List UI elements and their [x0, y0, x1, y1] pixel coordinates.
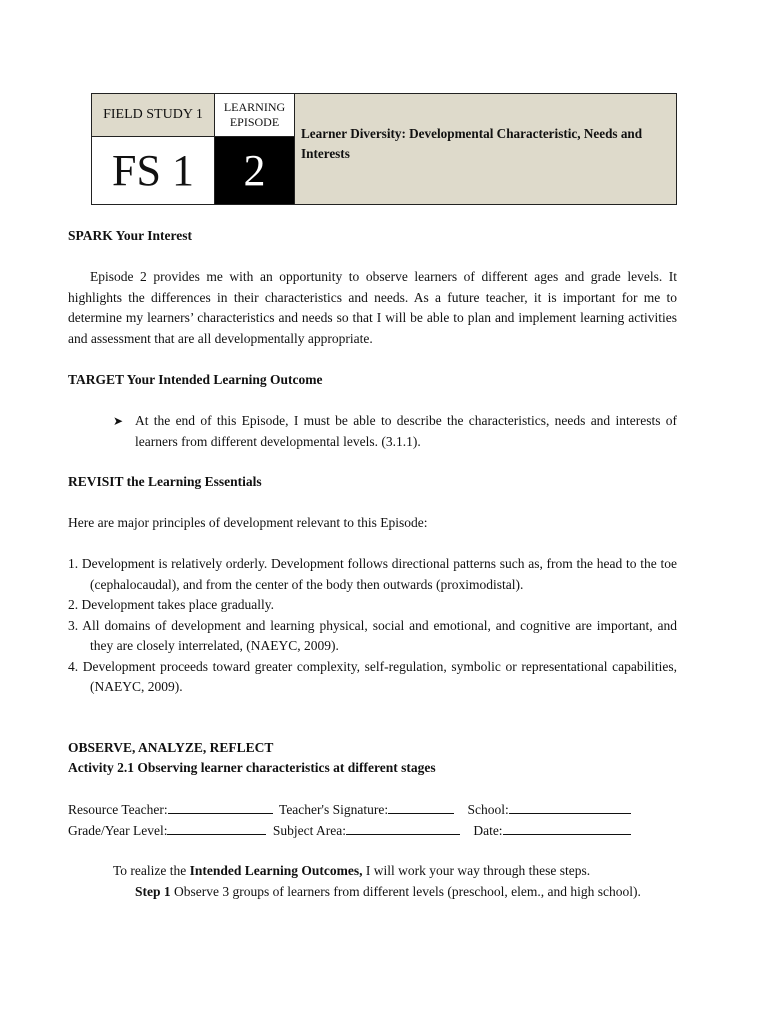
- list-item: 1. Development is relatively orderly. Development follows directional patterns such as, from the head to the toe (cephalocaudal), and from the center of the body then outwards (proximodistal).: [68, 556, 677, 592]
- field-study-label: FIELD STUDY 1: [92, 94, 215, 137]
- list-item: 3. All domains of development and learning physical, social and emotional, and cognitive are important, and they are closely interrelated, (NAEYC, 2009).: [68, 617, 677, 653]
- episode-header-table: [91, 93, 677, 205]
- steps-intro: [113, 861, 677, 882]
- revisit-heading: REVISIT the Learning Essentials: [68, 474, 262, 489]
- step-1: [113, 882, 677, 903]
- target-bullet-text: At the end of this Episode, I must be able to describe the characteristics, needs and interests of learners from different developmental levels. (3.1.1).: [135, 413, 677, 449]
- form-row-2: [68, 821, 631, 841]
- learning-episode-label: LEARNING EPISODE: [215, 94, 295, 137]
- steps-intro-prefix: To realize the: [113, 863, 187, 878]
- grade-level-label: Grade/Year Level:: [68, 823, 168, 838]
- activity-title: Activity 2.1 Observing learner characteristics at different stages: [68, 760, 436, 775]
- spark-heading: SPARK Your Interest: [68, 228, 192, 243]
- steps-intro-suffix: I will work your way through these steps.: [365, 863, 591, 878]
- form-row-1: [68, 800, 631, 820]
- subject-area-label: Subject Area:: [272, 823, 346, 838]
- spark-paragraph: Episode 2 provides me with an opportunity to observe learners of different ages and grade levels. It highlights the differences in their characteristics and needs. As a future teacher, it is important for me to determine my learners’ characteristics and needs so that I will be able to plan and implement learning activities and assessment that are all developmentally appropriate.: [68, 269, 677, 346]
- school-label: School:: [467, 802, 509, 817]
- revisit-intro: Here are major principles of development relevant to this Episode:: [68, 515, 428, 530]
- grade-level-field[interactable]: [167, 821, 266, 835]
- resource-teacher-label: Resource Teacher:: [68, 802, 168, 817]
- teacher-signature-label: Teacher's Signature:: [279, 802, 389, 817]
- list-item: 4. Development proceeds toward greater complexity, self-regulation, symbolic or representational capabilities, (NAEYC, 2009).: [68, 658, 677, 694]
- fs-code: FS 1: [92, 137, 215, 204]
- step-1-label: Step 1: [135, 883, 171, 899]
- arrow-bullet-icon: ➤: [113, 414, 124, 428]
- episode-number: 2: [215, 137, 295, 204]
- date-label: Date:: [473, 823, 503, 838]
- steps-block: [113, 861, 677, 902]
- steps-intro-bold: Intended Learning Outcomes,: [189, 863, 363, 878]
- teacher-signature-field[interactable]: [388, 800, 454, 814]
- episode-title: Learner Diversity: Developmental Characteristic, Needs and Interests: [295, 94, 676, 204]
- target-heading: TARGET Your Intended Learning Outcome: [68, 372, 323, 387]
- school-field[interactable]: [509, 800, 631, 814]
- step-1-text: Observe 3 groups of learners from different levels (preschool, elem., and high school).: [174, 883, 641, 899]
- date-field[interactable]: [503, 821, 631, 835]
- list-item: 2. Development takes place gradually.: [68, 597, 275, 612]
- observe-heading: OBSERVE, ANALYZE, REFLECT: [68, 740, 274, 755]
- resource-teacher-field[interactable]: [168, 800, 273, 814]
- subject-area-field[interactable]: [346, 821, 460, 835]
- target-bullet: [113, 411, 677, 452]
- principles-list: [68, 554, 677, 698]
